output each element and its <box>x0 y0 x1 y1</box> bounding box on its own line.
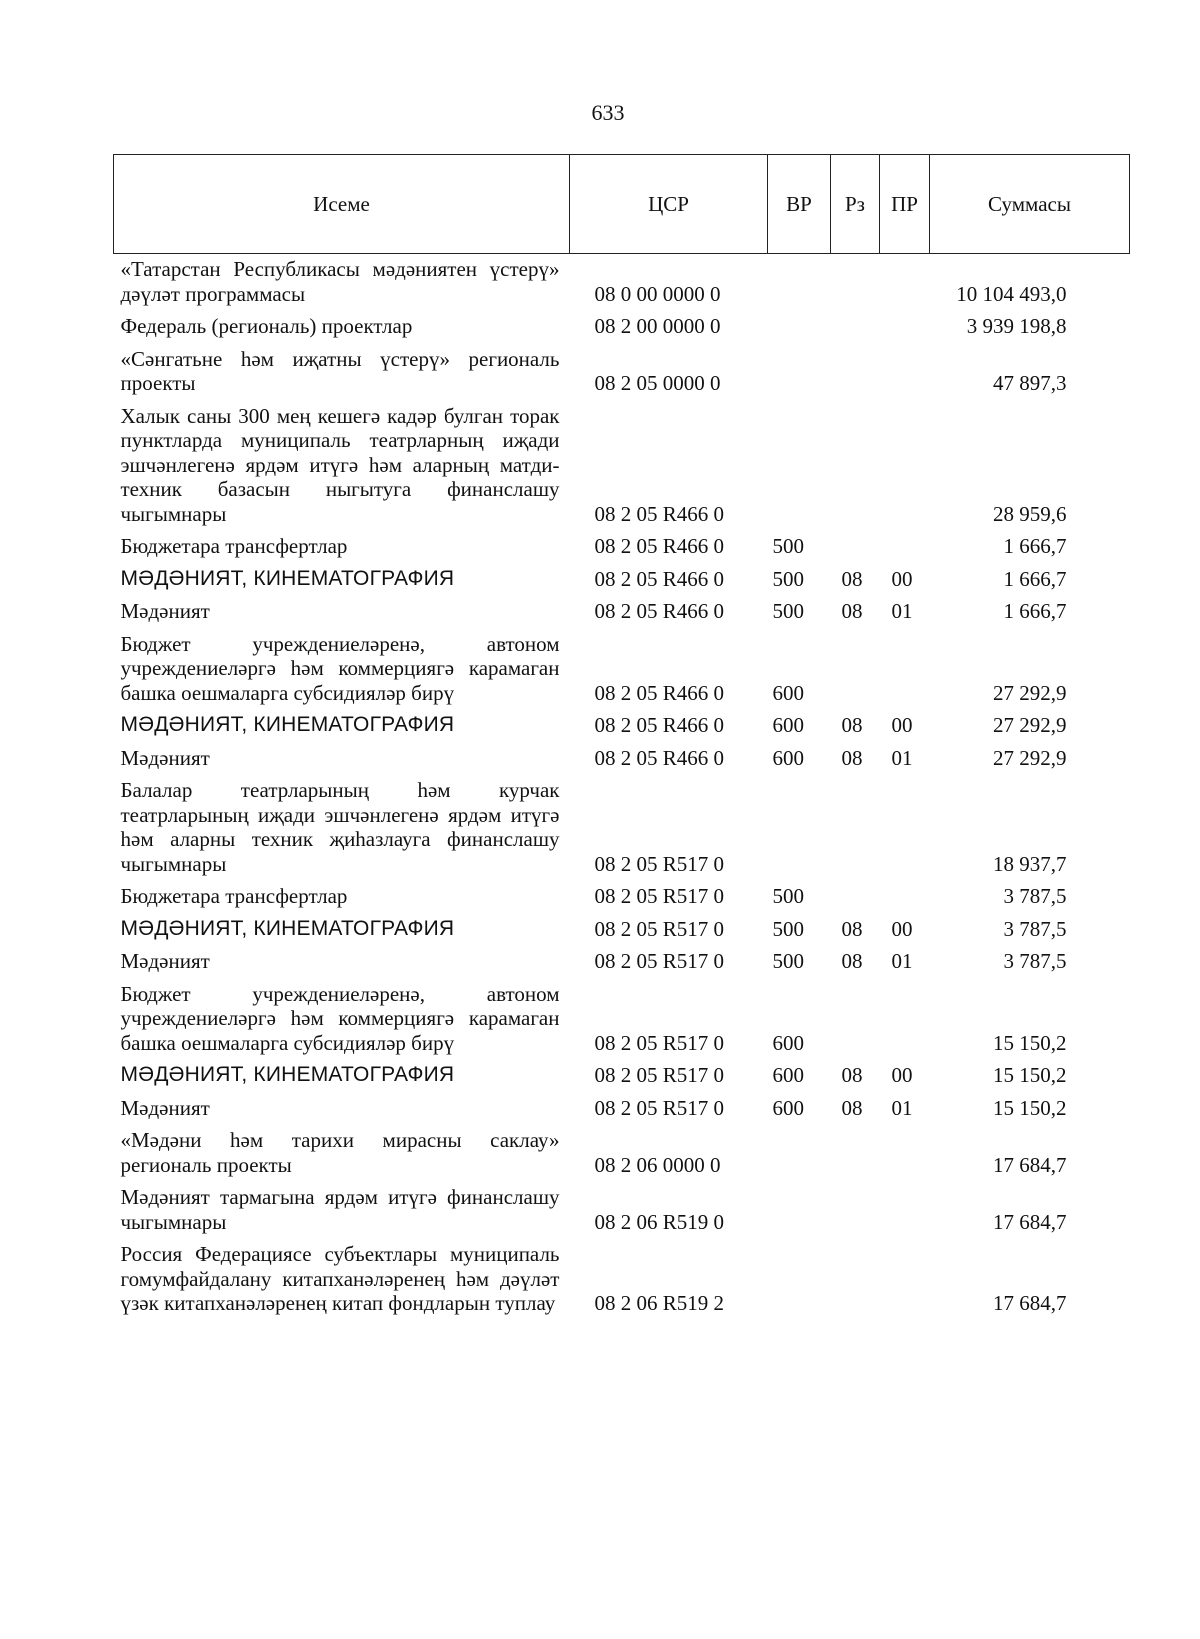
header-csr: ЦСР <box>570 155 768 254</box>
row-pr: 01 <box>891 949 913 973</box>
table-row <box>114 1125 1130 1182</box>
row-csr: 08 2 05 R517 0 <box>594 1063 725 1087</box>
row-pr <box>880 311 930 344</box>
row-csr: 08 2 06 0000 0 <box>594 1152 721 1177</box>
row-pr <box>880 1182 930 1239</box>
row-sum: 18 937,7 <box>993 851 1067 876</box>
row-rz: 08 <box>841 916 863 941</box>
row-name: Бюджет учреждениеләренә, автоном учреждениеләргә һәм коммерциягә карамаган башка оешмаларга субсидияләр бирү <box>120 981 560 1055</box>
table-row <box>114 596 1130 629</box>
row-pr <box>880 1239 930 1321</box>
row-sum: 17 684,7 <box>993 1152 1067 1177</box>
row-vr: 600 <box>772 1063 804 1087</box>
row-pr: 01 <box>891 599 913 623</box>
row-sum: 15 150,2 <box>993 1063 1067 1087</box>
row-rz: 08 <box>841 713 863 737</box>
row-sum: 1 666,7 <box>1003 534 1067 558</box>
row-rz <box>831 344 880 401</box>
row-name: «Татарстан Республикасы мәдәниятен үстерү» дәүләт программасы <box>120 257 560 306</box>
row-rz: 08 <box>841 745 863 770</box>
row-name: Федераль (региональ) проектлар <box>120 314 413 338</box>
table-row <box>114 914 1130 947</box>
row-sum: 15 150,2 <box>993 1030 1067 1055</box>
row-csr: 08 2 05 R466 0 <box>594 534 725 558</box>
row-csr: 08 2 05 R466 0 <box>594 680 725 705</box>
row-sum: 17 684,7 <box>993 1209 1067 1234</box>
row-name: «Сәнгатьне һәм иҗатны үстерү» региональ проекты <box>120 346 560 395</box>
row-pr: 00 <box>891 566 913 591</box>
header-rz: Рз <box>831 155 880 254</box>
row-csr: 08 2 06 R519 2 <box>594 1291 725 1315</box>
row-pr: 01 <box>891 1095 913 1120</box>
row-rz <box>831 311 880 344</box>
row-pr <box>880 979 930 1061</box>
row-name: «Мәдәни һәм тарихи мирасны саклау» региональ проекты <box>120 1128 560 1177</box>
row-sum: 3 939 198,8 <box>966 314 1067 338</box>
row-pr <box>880 401 930 532</box>
header-pr: ПР <box>880 155 930 254</box>
row-pr: 00 <box>891 713 913 737</box>
row-rz: 08 <box>841 1063 863 1087</box>
header-sum: Суммасы <box>930 155 1130 254</box>
row-name: МӘДӘНИЯТ, КИНЕМАТОГРАФИЯ <box>120 566 455 590</box>
row-vr: 600 <box>772 713 804 737</box>
row-name: Бюджетара трансфертлар <box>120 534 348 558</box>
row-name: МӘДӘНИЯТ, КИНЕМАТОГРАФИЯ <box>120 713 455 736</box>
row-vr <box>768 1182 831 1239</box>
row-vr <box>768 1239 831 1321</box>
row-vr <box>768 311 831 344</box>
row-csr: 08 2 05 R466 0 <box>594 501 725 526</box>
row-vr: 600 <box>772 680 804 705</box>
row-csr: 08 2 05 R517 0 <box>594 884 725 908</box>
row-rz <box>831 254 880 312</box>
row-sum: 3 787,5 <box>1003 916 1067 941</box>
table-row <box>114 564 1130 597</box>
table-row <box>114 1093 1130 1126</box>
row-rz <box>831 775 880 881</box>
row-vr: 500 <box>772 949 804 973</box>
row-pr <box>880 629 930 711</box>
row-rz <box>831 531 880 564</box>
header-vr: ВР <box>768 155 831 254</box>
row-name: Мәдәният <box>120 1095 210 1120</box>
row-name: МӘДӘНИЯТ, КИНЕМАТОГРАФИЯ <box>120 916 455 940</box>
row-pr: 00 <box>891 1063 913 1087</box>
row-pr: 00 <box>891 916 913 941</box>
table-row <box>114 979 1130 1061</box>
row-name: Мәдәният тармагына ярдәм итүгә финанслашу чыгымнары <box>120 1185 560 1234</box>
table-row <box>114 401 1130 532</box>
row-name: Балалар театрларының һәм курчак театрларының иҗади эшчәнлегенә ярдәм итүгә һәм аларны техник җиһазлауга финанслашу чыгымнары <box>120 778 560 876</box>
row-csr: 08 2 05 R517 0 <box>594 851 725 876</box>
row-vr <box>768 344 831 401</box>
row-csr: 08 0 00 0000 0 <box>594 281 721 306</box>
row-pr <box>880 254 930 312</box>
row-pr: 01 <box>891 745 913 770</box>
row-csr: 08 2 05 R466 0 <box>594 713 725 737</box>
row-vr: 500 <box>772 599 804 623</box>
row-rz: 08 <box>841 566 863 591</box>
row-csr: 08 2 05 R517 0 <box>594 916 725 941</box>
row-name: МӘДӘНИЯТ, КИНЕМАТОГРАФИЯ <box>120 1063 455 1086</box>
row-vr: 500 <box>772 534 804 558</box>
row-pr <box>880 881 930 914</box>
row-name: Халык саны 300 мең кешегә кадәр булган торак пунктларда муниципаль театрларның иҗади эшчәнлегенә ярдәм итүгә һәм аларның матди-техник базасын ныгытуга финанслашу чыгымнары <box>120 403 560 526</box>
row-sum: 1 666,7 <box>1003 566 1067 591</box>
row-csr: 08 2 05 R466 0 <box>594 745 725 770</box>
row-vr <box>768 254 831 312</box>
row-rz <box>831 401 880 532</box>
row-sum: 27 292,9 <box>993 680 1067 705</box>
row-rz: 08 <box>841 949 863 973</box>
row-rz <box>831 1125 880 1182</box>
row-rz <box>831 881 880 914</box>
table-row <box>114 1239 1130 1321</box>
row-csr: 08 2 06 R519 0 <box>594 1209 725 1234</box>
row-csr: 08 2 05 R466 0 <box>594 566 725 591</box>
row-sum: 15 150,2 <box>993 1095 1067 1120</box>
row-vr: 500 <box>772 916 804 941</box>
table-row <box>114 1060 1130 1093</box>
row-csr: 08 2 05 R517 0 <box>594 949 725 973</box>
row-sum: 17 684,7 <box>993 1291 1067 1315</box>
table-row <box>114 344 1130 401</box>
table-row <box>114 254 1130 312</box>
table-header-row <box>114 155 1130 254</box>
table-row <box>114 743 1130 776</box>
row-name: Бюджет учреждениеләренә, автоном учреждениеләргә һәм коммерциягә карамаган башка оешмаларга субсидияләр бирү <box>120 631 560 705</box>
table-body <box>114 254 1130 1321</box>
row-sum: 47 897,3 <box>993 371 1067 395</box>
row-pr <box>880 1125 930 1182</box>
row-csr: 08 2 05 0000 0 <box>594 371 721 395</box>
row-name: Бюджетара трансфертлар <box>120 884 348 908</box>
row-sum: 27 292,9 <box>993 745 1067 770</box>
row-vr: 600 <box>772 1030 804 1055</box>
row-sum: 10 104 493,0 <box>956 281 1067 306</box>
row-rz <box>831 1239 880 1321</box>
table-row <box>114 710 1130 743</box>
row-vr: 500 <box>772 566 804 591</box>
table-row <box>114 775 1130 881</box>
row-vr: 500 <box>772 884 804 908</box>
row-vr <box>768 1125 831 1182</box>
table-row <box>114 531 1130 564</box>
row-name: Мәдәният <box>120 745 210 770</box>
table-row <box>114 881 1130 914</box>
row-csr: 08 2 00 0000 0 <box>594 314 721 338</box>
row-csr: 08 2 05 R517 0 <box>594 1095 725 1120</box>
budget-table <box>113 154 1130 1321</box>
row-rz <box>831 1182 880 1239</box>
row-csr: 08 2 05 R466 0 <box>594 599 725 623</box>
table-row <box>114 629 1130 711</box>
row-rz <box>831 629 880 711</box>
row-vr <box>768 401 831 532</box>
row-rz: 08 <box>841 1095 863 1120</box>
row-sum: 1 666,7 <box>1003 599 1067 623</box>
row-rz <box>831 979 880 1061</box>
row-pr <box>880 344 930 401</box>
page-number: 633 <box>591 100 625 125</box>
row-sum: 28 959,6 <box>993 501 1067 526</box>
header-name: Исеме <box>114 155 570 254</box>
table-row <box>114 311 1130 344</box>
row-rz: 08 <box>841 599 863 623</box>
row-csr: 08 2 05 R517 0 <box>594 1030 725 1055</box>
row-name: Мәдәният <box>120 949 210 973</box>
row-vr: 600 <box>772 745 804 770</box>
row-name: Россия Федерациясе субъектлары муниципаль гомумфайдалану китапханәләренең һәм дәүләт үзәк китапханәләренең китап фондларын туплау <box>120 1242 560 1315</box>
row-name: Мәдәният <box>120 599 210 623</box>
row-pr <box>880 531 930 564</box>
row-sum: 27 292,9 <box>993 713 1067 737</box>
table-row <box>114 1182 1130 1239</box>
row-pr <box>880 775 930 881</box>
row-vr: 600 <box>772 1095 804 1120</box>
table-row <box>114 946 1130 979</box>
row-sum: 3 787,5 <box>1003 884 1067 908</box>
row-vr <box>768 775 831 881</box>
row-sum: 3 787,5 <box>1003 949 1067 973</box>
